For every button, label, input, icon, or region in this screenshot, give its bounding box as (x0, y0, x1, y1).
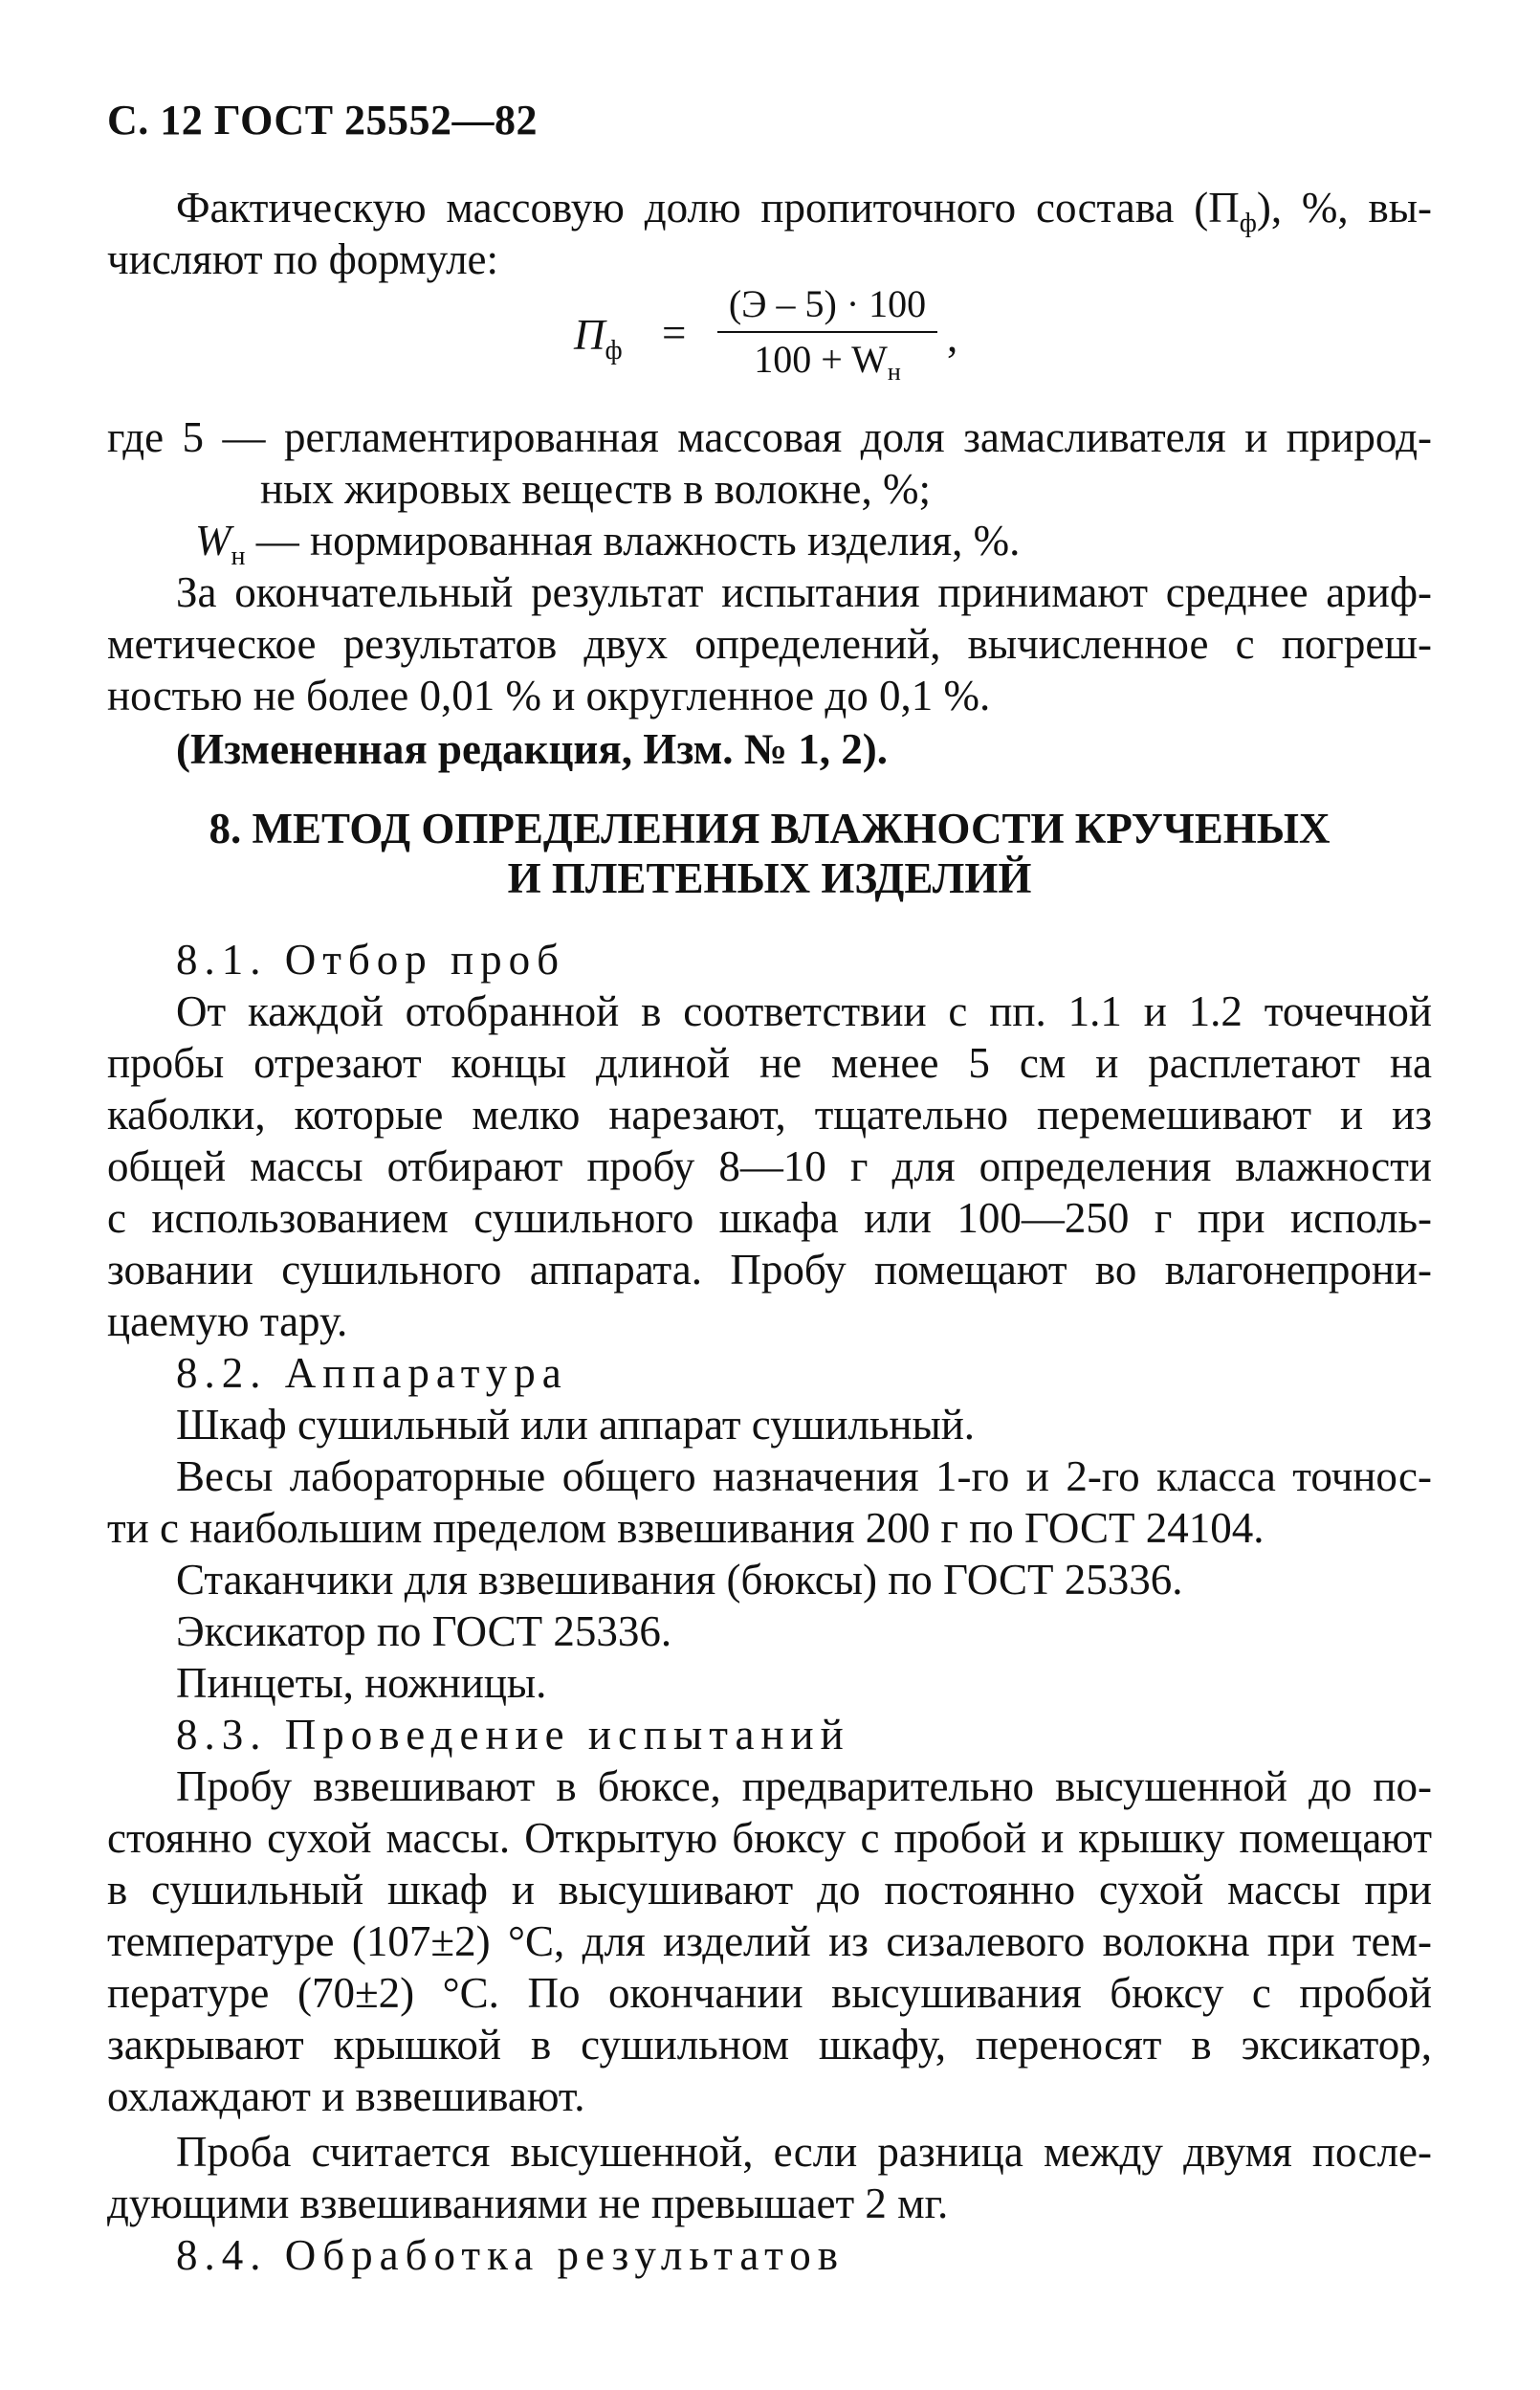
s81-line-4: общей массы отбирают пробу 8—10 г для определения влажности (107, 1142, 1432, 1190)
s83-para2-line-2: дующими взвешиваниями не превышает 2 мг. (107, 2180, 949, 2227)
result-line-1: За окончательный результат испытания принимают среднее ариф- (176, 568, 1432, 616)
s83-line-5: пературе (70±2) °С. По окончании высушивания бюксу с пробой (107, 1969, 1432, 2017)
where-1-line-1: где 5 — регламентированная массовая доля замасливателя и природ- (107, 413, 1432, 461)
intro-line-2: числяют по формуле: (107, 235, 499, 283)
s83-line-6: закрывают крышкой в сушильном шкафу, переносят в эксикатор, (107, 2021, 1432, 2069)
section-8-title-line-1: 8. МЕТОД ОПРЕДЕЛЕНИЯ ВЛАЖНОСТИ КРУЧЕНЫХ (209, 805, 1331, 852)
s81-line-1: От каждой отобранной в соответствии с пп. 1.1 и 1.2 точечной (176, 987, 1432, 1035)
s81-line-7: цаемую тару. (107, 1297, 348, 1345)
section-8-title-line-2: И ПЛЕТЕНЫХ ИЗДЕЛИЙ (507, 854, 1032, 902)
subsection-8-4-title: 8.4. Обработка результатов (176, 2231, 845, 2279)
formula (574, 282, 976, 402)
intro-text: Фактическую массовую долю пропиточного состава (П (176, 184, 1240, 232)
result-line-3: ностью не более 0,01 % и округленное до 0,1 %. (107, 672, 991, 719)
s83-line-4: температуре (107±2) °С, для изделий из сизалевого волокна при тем- (107, 1917, 1432, 1965)
result-line-2: метическое результатов двух определений, вычисленное с погреш- (107, 620, 1432, 668)
s81-line-5: с использованием сушильного шкафа или 100—250 г при исполь- (107, 1194, 1432, 1242)
formula-comma: , (947, 313, 958, 361)
s82-item-4: Эксикатор по ГОСТ 25336. (176, 1607, 672, 1655)
subsection-8-2-title: 8.2. Аппаратура (176, 1349, 568, 1397)
s82-item-5: Пинцеты, ножницы. (176, 1659, 547, 1707)
formula-fraction-bar (717, 331, 937, 333)
s83-line-3: в сушильный шкаф и высушивают до постоянно сухой массы при (107, 1866, 1432, 1914)
s82-item-2-line-2: ти с наибольшим пределом взвешивания 200 г по ГОСТ 24104. (107, 1504, 1265, 1552)
s82-item-2-line-1: Весы лабораторные общего назначения 1-го и 2-го класса точнос- (176, 1452, 1432, 1500)
edit-note: (Измененная редакция, Изм. № 1, 2). (176, 725, 889, 773)
where-2: $W_н$ — нормированная влажность изделия, %. (195, 517, 1021, 571)
subsection-8-3-title: 8.3. Проведение испытаний (176, 1711, 850, 1759)
s83-line-2: стоянно сухой массы. Открытую бюксу с пробой и крышку помещают (107, 1814, 1432, 1862)
s83-line-7: охлаждают и взвешивают. (107, 2072, 585, 2120)
s83-line-1: Пробу взвешивают в бюксе, предварительно высушенной до по- (176, 1762, 1432, 1810)
page-header: С. 12 ГОСТ 25552—82 (107, 97, 539, 144)
s82-item-1: Шкаф сушильный или аппарат сушильный. (176, 1401, 976, 1449)
formula-numerator: (Э – 5) · 100 (728, 282, 927, 325)
s81-line-3: каболки, которые мелко нарезают, тщательно перемешивают и из (107, 1091, 1432, 1139)
s82-item-3: Стаканчики для взвешивания (бюксы) по ГОСТ 25336. (176, 1556, 1183, 1604)
formula-lhs: $П_ф$ (574, 311, 623, 365)
formula-denominator: $100 + W_н$ (754, 338, 901, 386)
formula-equals: = (662, 309, 687, 357)
s81-line-2: пробы отрезают концы длиной не менее 5 см и расплетают на (107, 1039, 1432, 1087)
s81-line-6: зовании сушильного аппарата. Пробу помещают во влагонепрони- (107, 1246, 1432, 1294)
intro-text-end: ), %, вы- (1256, 184, 1432, 232)
s83-para2-line-1: Проба считается высушенной, если разница между двумя после- (176, 2128, 1432, 2176)
where-1-line-2: ных жировых веществ в волокне, %; (260, 465, 932, 513)
subsection-8-1-title: 8.1. Отбор проб (176, 936, 566, 984)
intro-subscript: ф (1239, 209, 1257, 238)
